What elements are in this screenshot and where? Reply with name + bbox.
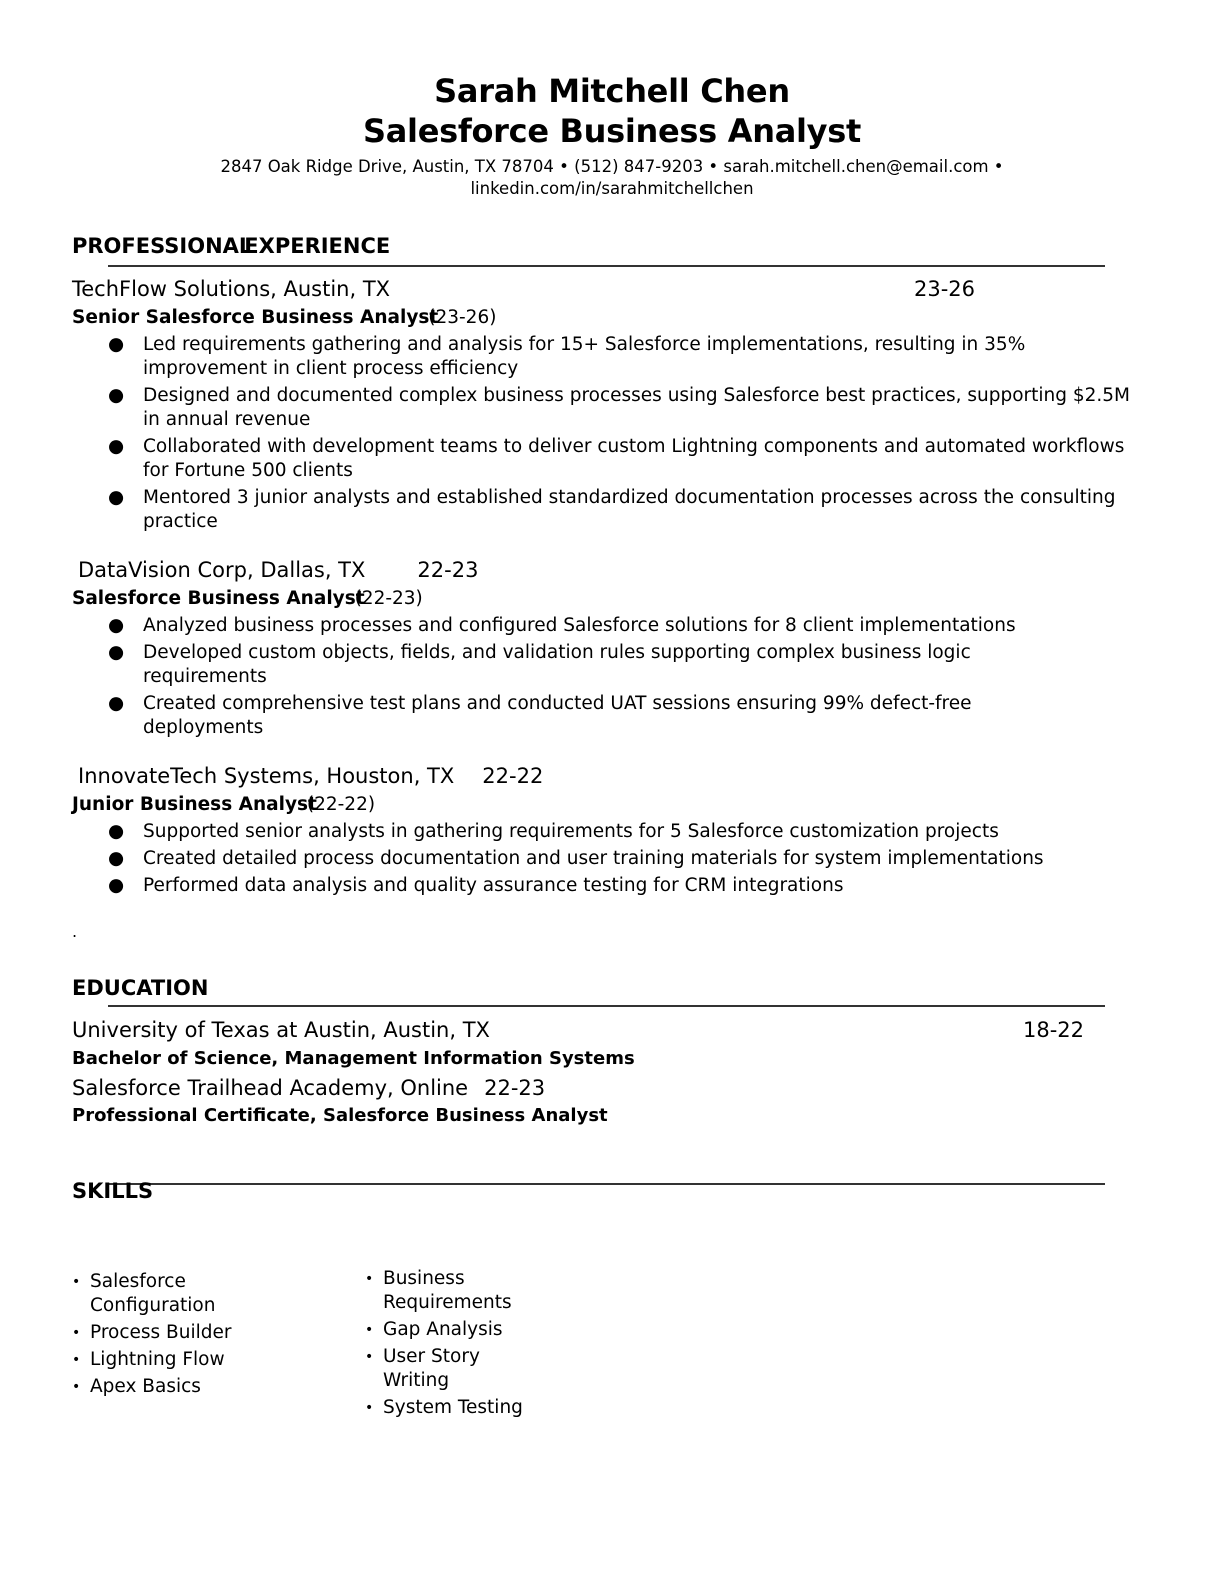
bullet-icon: • xyxy=(365,1400,374,1416)
job-bullets xyxy=(108,614,1148,740)
bullet-icon: • xyxy=(365,1322,374,1338)
skill-item: • Apex Basics xyxy=(72,1376,201,1397)
skill-item: • Salesforce Configuration xyxy=(72,1271,216,1316)
skills-divider xyxy=(108,1183,1105,1185)
bullet-icon: ● xyxy=(108,848,125,869)
skills-column-1 xyxy=(72,1270,262,1402)
education-degree: Professional Certificate, Salesforce Business Analyst xyxy=(72,1105,608,1126)
education-school: Salesforce Trailhead Academy, Online 22-23 xyxy=(72,1076,546,1100)
stray-period: . xyxy=(72,922,78,941)
skill-item: • System Testing xyxy=(365,1397,523,1418)
bullet-icon: ● xyxy=(108,334,125,355)
bullet-icon: • xyxy=(365,1349,374,1365)
education-school: University of Texas at Austin, Austin, TX xyxy=(72,1018,490,1042)
skills-column-2 xyxy=(365,1267,535,1423)
contact-info xyxy=(0,156,1224,200)
list-item: ● Analyzed business processes and configured Salesforce solutions for 8 client implementations xyxy=(108,615,1016,636)
bullet-icon: ● xyxy=(108,693,125,714)
education-divider xyxy=(108,1005,1105,1007)
skill-item: • User Story Writing xyxy=(365,1346,480,1391)
list-item: ● Performed data analysis and quality assurance testing for CRM integrations xyxy=(108,875,844,896)
list-item: ● Designed and documented complex business processes using Salesforce best practices, supporting $2.5M in annual revenue xyxy=(108,385,1131,430)
bullet-icon: ● xyxy=(108,385,125,406)
bullet-icon: • xyxy=(72,1352,81,1368)
list-item: ● Led requirements gathering and analysis for 15+ Salesforce implementations, resulting in 35% improvement in client process efficiency xyxy=(108,334,1026,379)
list-item: ● Created comprehensive test plans and conducted UAT sessions ensuring 99% defect-free deployments xyxy=(108,693,972,738)
bullet-icon: • xyxy=(72,1379,81,1395)
education-dates: 18-22 xyxy=(1023,1018,1085,1042)
list-item: ● Mentored 3 junior analysts and established standardized documentation processes across the consulting practice xyxy=(108,487,1116,532)
skill-item: • Process Builder xyxy=(72,1322,232,1343)
education-heading: EDUCATION xyxy=(72,976,209,1000)
bullet-icon: ● xyxy=(108,487,125,508)
bullet-icon: ● xyxy=(108,615,125,636)
list-item: ● Collaborated with development teams to deliver custom Lightning components and automated workflows for Fortune 500 clients xyxy=(108,436,1125,481)
job-company: InnovateTech Systems, Houston, TX 22-22 xyxy=(78,764,544,788)
bullet-icon: ● xyxy=(108,875,125,896)
skill-item: • Gap Analysis xyxy=(365,1319,503,1340)
candidate-name: Sarah Mitchell Chen xyxy=(434,72,790,110)
job-role: Junior Business Analyst(22-22) xyxy=(72,794,376,815)
bullet-icon: ● xyxy=(108,436,125,457)
job-company-dates: 23-26 xyxy=(914,277,976,301)
job-role: Senior Salesforce Business Analyst(23-26) xyxy=(72,307,497,328)
job-company: TechFlow Solutions, Austin, TX xyxy=(72,277,391,301)
list-item: ● Developed custom objects, fields, and validation rules supporting complex business logic requirements xyxy=(108,642,971,687)
job-bullets xyxy=(108,333,1148,534)
contact-line: 2847 Oak Ridge Drive, Austin, TX 78704 • (512) 847-9203 • sarah.mitchell.chen@email.com • linkedin.com/in/sarahmitchellchen xyxy=(220,157,1004,198)
skill-item: • Lightning Flow xyxy=(72,1349,225,1370)
job-company: DataVision Corp, Dallas, TX 22-23 xyxy=(78,558,479,582)
bullet-icon: • xyxy=(72,1274,81,1290)
candidate-title: Salesforce Business Analyst xyxy=(363,112,861,150)
job-bullets xyxy=(108,820,1148,898)
experience-heading: PROFESSIONALEXPERIENCE xyxy=(72,234,391,258)
list-item: ● Supported senior analysts in gathering requirements for 5 Salesforce customization projects xyxy=(108,821,999,842)
experience-divider xyxy=(108,265,1105,267)
bullet-icon: ● xyxy=(108,821,125,842)
list-item: ● Created detailed process documentation and user training materials for system implementations xyxy=(108,848,1044,869)
bullet-icon: ● xyxy=(108,642,125,663)
skill-item: • Business Requirements xyxy=(365,1268,512,1313)
education-degree: Bachelor of Science, Management Information Systems xyxy=(72,1048,635,1069)
bullet-icon: • xyxy=(72,1325,81,1341)
skills-heading: SKILLS xyxy=(72,1179,154,1203)
bullet-icon: • xyxy=(365,1271,374,1287)
job-role: Salesforce Business Analyst(22-23) xyxy=(72,588,423,609)
